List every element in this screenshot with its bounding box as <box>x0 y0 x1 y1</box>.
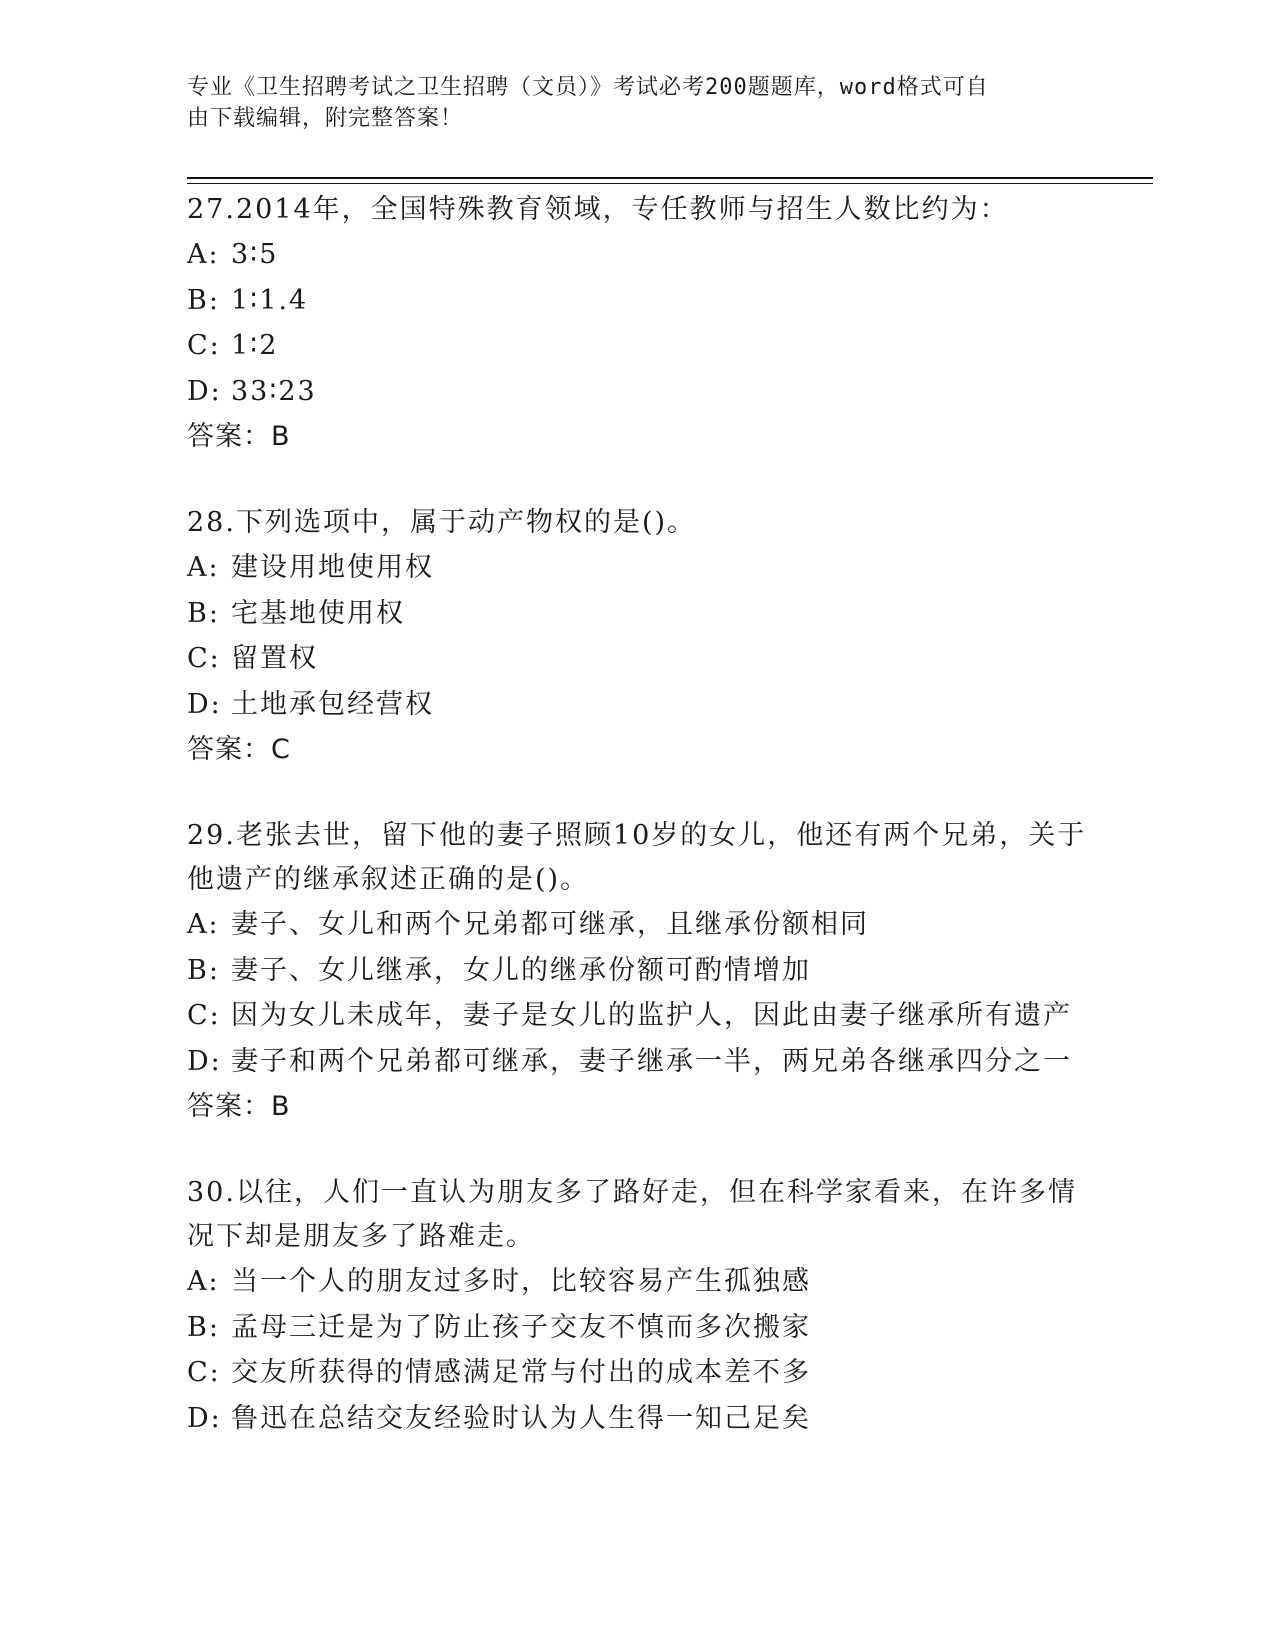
option-d <box>187 1039 1087 1085</box>
document-header <box>187 72 1067 134</box>
option-letter: D: <box>187 375 222 407</box>
option-b <box>187 591 1087 637</box>
question-spacer <box>187 772 1087 814</box>
option-text: 孟母三迁是为了防止孩子交友不慎而多次搬家 <box>231 1311 811 1343</box>
option-c <box>187 323 1087 369</box>
option-letter: B: <box>187 1311 220 1343</box>
option-c <box>187 636 1087 682</box>
option-a <box>187 232 1087 278</box>
option-letter: A: <box>187 239 220 270</box>
answer-label: 答案：B <box>187 421 291 452</box>
question-27 <box>187 188 1087 459</box>
option-letter: D: <box>187 1045 222 1077</box>
option-a <box>187 902 1087 948</box>
question-list <box>187 188 1087 1441</box>
header-line-2: 由下载编辑，附完整答案！ <box>187 106 464 131</box>
option-letter: C: <box>187 643 221 674</box>
option-d <box>187 682 1087 728</box>
option-text: 妻子、女儿继承，女儿的继承份额可酌情增加 <box>231 954 811 986</box>
option-letter: C: <box>187 330 221 361</box>
option-letter: B: <box>187 954 220 986</box>
question-28 <box>187 501 1087 772</box>
option-text: 33∶23 <box>231 375 317 407</box>
question-stem: 30.以往，人们一直认为朋友多了路好走，但在科学家看来，在许多情况下却是朋友多了路难走。 <box>187 1177 1077 1252</box>
question-30 <box>187 1171 1087 1441</box>
option-letter: C: <box>187 1357 221 1388</box>
option-text: 妻子和两个兄弟都可继承，妻子继承一半，两兄弟各继承四分之一 <box>231 1045 1072 1077</box>
answer-label: 答案：B <box>187 1091 291 1122</box>
option-letter: A: <box>187 552 220 583</box>
option-letter: B: <box>187 284 220 316</box>
option-d <box>187 1396 1087 1442</box>
option-text: 留置权 <box>231 643 318 674</box>
question-stem: 28.下列选项中，属于动产物权的是()。 <box>187 507 697 538</box>
question-stem: 27.2014年，全国特殊教育领域，专任教师与招生人数比约为： <box>187 194 1009 225</box>
option-a <box>187 1259 1087 1305</box>
option-text: 3∶5 <box>231 239 279 270</box>
option-b <box>187 278 1087 324</box>
question-stem: 29.老张去世，留下他的妻子照顾10岁的女儿，他还有两个兄弟，关于他遗产的继承叙述正确的是()。 <box>187 820 1087 895</box>
question-spacer <box>187 459 1087 501</box>
option-text: 妻子、女儿和两个兄弟都可继承，且继承份额相同 <box>231 909 869 940</box>
option-letter: C: <box>187 1000 221 1031</box>
option-text: 交友所获得的情感满足常与付出的成本差不多 <box>231 1357 811 1388</box>
option-letter: D: <box>187 1402 222 1434</box>
question-spacer <box>187 1129 1087 1171</box>
question-29 <box>187 814 1087 1129</box>
option-letter: A: <box>187 1266 220 1297</box>
header-divider-thick <box>187 177 1153 179</box>
answer-label: 答案：C <box>187 734 291 765</box>
option-letter: B: <box>187 597 220 629</box>
option-text: 1∶1.4 <box>231 284 309 316</box>
option-b <box>187 1305 1087 1351</box>
option-a <box>187 545 1087 591</box>
option-c <box>187 993 1087 1039</box>
option-c <box>187 1350 1087 1396</box>
option-text: 建设用地使用权 <box>231 552 434 583</box>
option-b <box>187 948 1087 994</box>
option-text: 鲁迅在总结交友经验时认为人生得一知己足矣 <box>231 1402 811 1434</box>
option-letter: D: <box>187 688 222 720</box>
option-text: 土地承包经营权 <box>231 688 434 720</box>
header-line-1: 专业《卫生招聘考试之卫生招聘（文员）》考试必考200题题库，word格式可自 <box>187 75 989 100</box>
option-text: 因为女儿未成年，妻子是女儿的监护人，因此由妻子继承所有遗产 <box>231 1000 1072 1031</box>
option-text: 1∶2 <box>231 330 279 361</box>
option-d <box>187 369 1087 415</box>
option-text: 宅基地使用权 <box>231 597 405 629</box>
header-divider-thin <box>187 183 1153 184</box>
option-letter: A: <box>187 909 220 940</box>
option-text: 当一个人的朋友过多时，比较容易产生孤独感 <box>231 1266 811 1297</box>
